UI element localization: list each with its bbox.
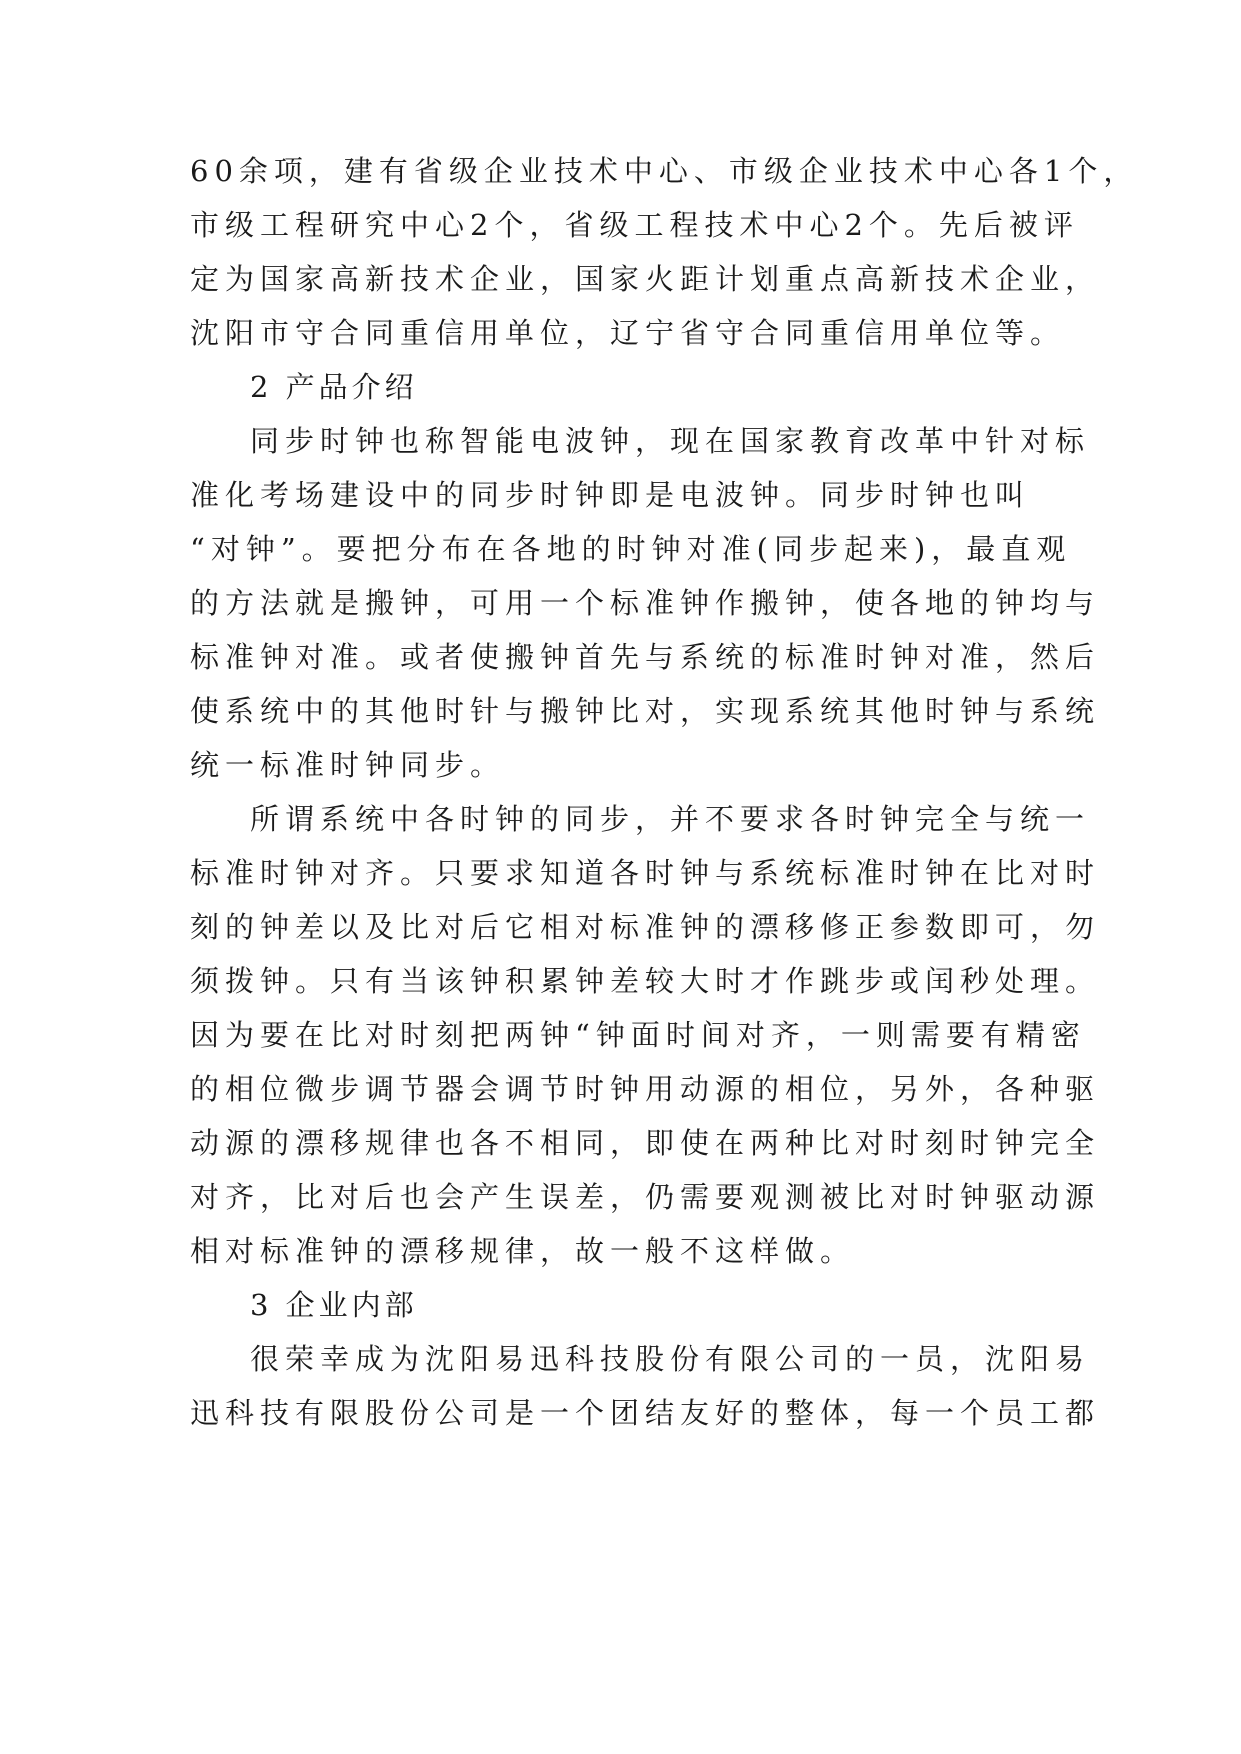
text-line: 的方法就是搬钟，可用一个标准钟作搬钟，使各地的钟均与	[190, 586, 1101, 620]
text-line: 的相位微步调节器会调节时钟用动源的相位，另外，各种驱	[190, 1072, 1101, 1106]
text-line: 定为国家高新技术企业，国家火距计划重点高新技术企业，	[190, 262, 1101, 296]
text-line: 刻的钟差以及比对后它相对标准钟的漂移修正参数即可，勿	[190, 910, 1101, 944]
text-line: 60余项，建有省级企业技术中心、市级企业技术中心各1个，	[190, 154, 1139, 188]
text-line: 须拨钟。只有当该钟积累钟差较大时才作跳步或闰秒处理。	[190, 964, 1101, 998]
text-line: 使系统中的其他时针与搬钟比对，实现系统其他时钟与系统	[190, 694, 1101, 728]
text-line: 标准钟对准。或者使搬钟首先与系统的标准时钟对准，然后	[190, 640, 1101, 674]
text-line: 统一标准时钟同步。	[190, 748, 506, 782]
text-line: 沈阳市守合同重信用单位，辽宁省守合同重信用单位等。	[190, 316, 1066, 350]
text-line: 同步时钟也称智能电波钟，现在国家教育改革中针对标	[250, 424, 1091, 458]
text-line: “对钟”。要把分布在各地的时钟对准(同步起来)，最直观	[190, 532, 1072, 566]
text-line: 很荣幸成为沈阳易迅科技股份有限公司的一员，沈阳易	[250, 1342, 1091, 1376]
text-line: 动源的漂移规律也各不相同，即使在两种比对时刻时钟完全	[190, 1126, 1101, 1160]
text-line: 对齐，比对后也会产生误差，仍需要观测被比对时钟驱动源	[190, 1180, 1101, 1214]
text-line: 准化考场建设中的同步时钟即是电波钟。同步时钟也叫	[190, 478, 1031, 512]
section-heading: 2 产品介绍	[250, 370, 418, 404]
text-line: 相对标准钟的漂移规律，故一般不这样做。	[190, 1234, 856, 1268]
text-line: 所谓系统中各时钟的同步，并不要求各时钟完全与统一	[250, 802, 1091, 836]
text-line: 标准时钟对齐。只要求知道各时钟与系统标准时钟在比对时	[190, 856, 1101, 890]
text-line: 市级工程研究中心2个，省级工程技术中心2个。先后被评	[190, 208, 1079, 242]
text-line: 因为要在比对时刻把两钟“钟面时间对齐，一则需要有精密	[190, 1018, 1086, 1052]
text-line: 迅科技有限股份公司是一个团结友好的整体，每一个员工都	[190, 1396, 1101, 1430]
section-heading: 3 企业内部	[250, 1288, 418, 1322]
